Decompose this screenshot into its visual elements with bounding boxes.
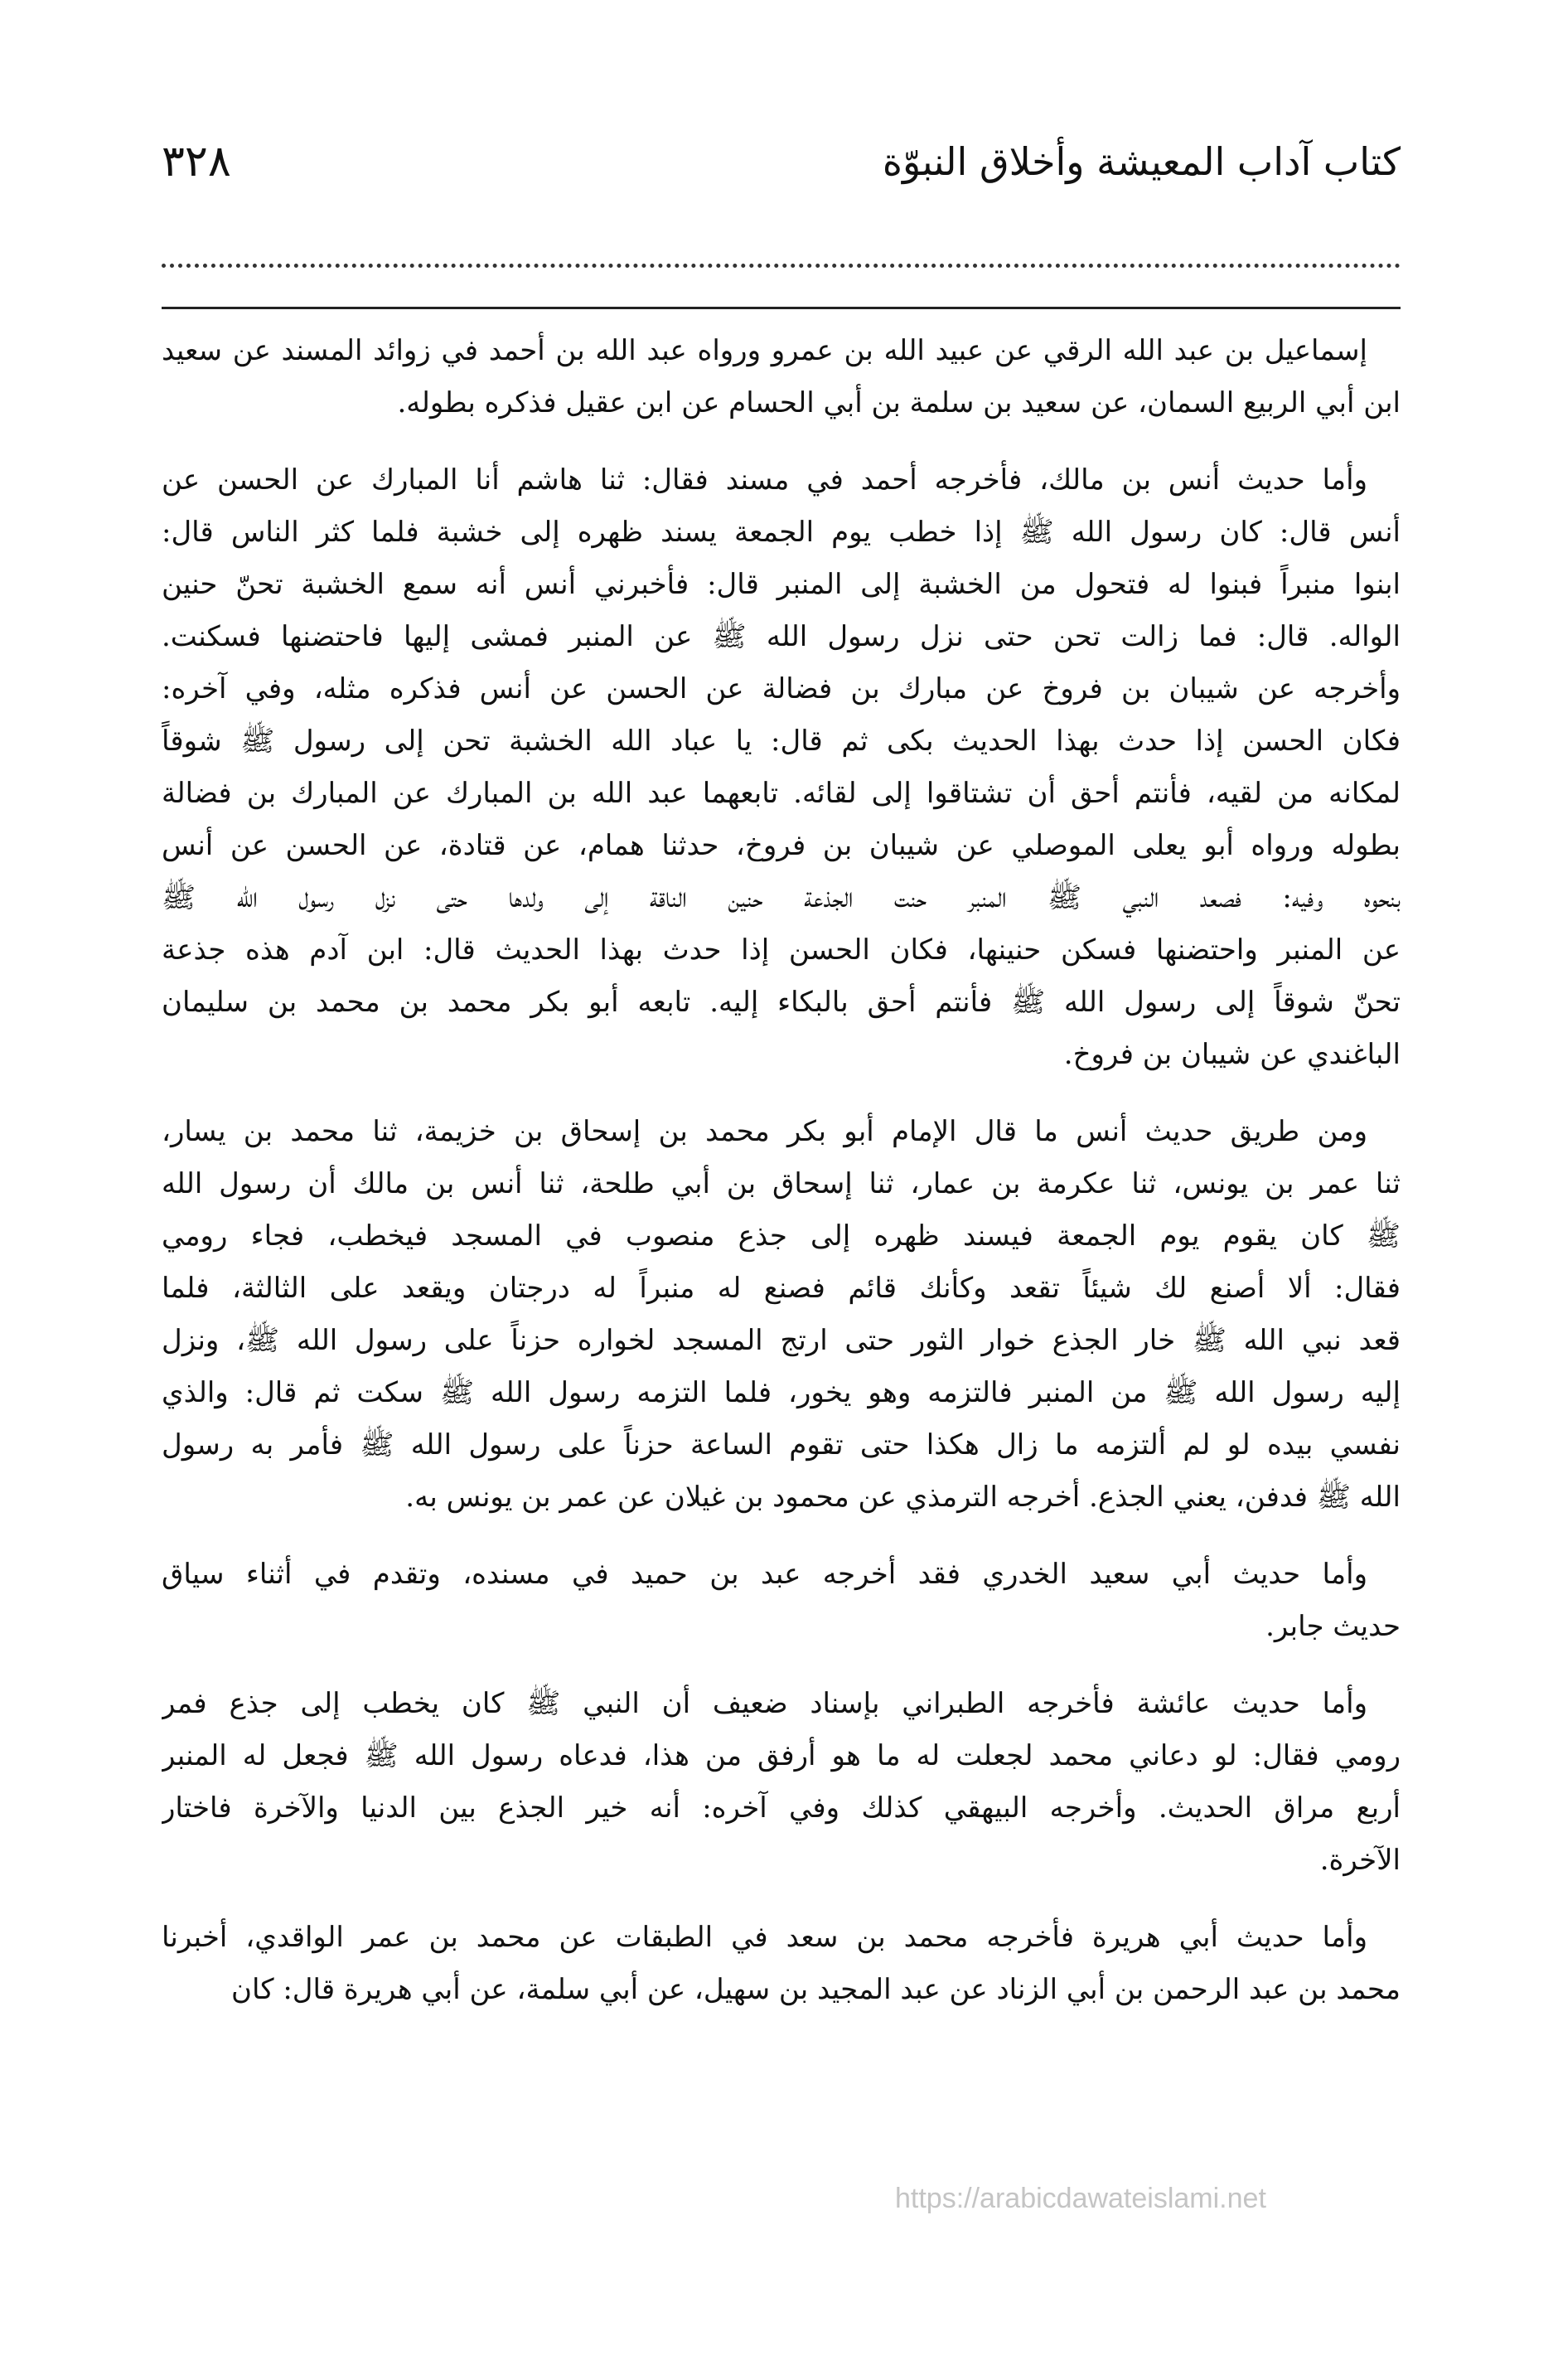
text-line: وأخرجه عن شيبان بن فروخ عن مبارك بن فضالة عن الحسن عن أنس فذكره مثله، وفي آخره:	[162, 672, 1401, 705]
paragraph	[162, 1678, 1401, 1887]
text-line: بنحوه وفيه: فصعد النبي ﷺ المنبر حنت الجذعة حنين الناقة إلى ولدها حتى نزل رسول الله ﷺ	[162, 881, 1401, 914]
text-line: فكان الحسن إذا حدث بهذا الحديث بكى ثم قال: يا عباد الله الخشبة تحن إلى رسول ﷺ شوقاً	[162, 725, 1401, 758]
dotted-divider	[162, 264, 1401, 268]
text-line: وأما حديث أبي هريرة فأخرجه محمد بن سعد في الطبقات عن محمد بن عمر الواقدي، أخبرنا	[162, 1921, 1367, 1954]
text-line: رومي فقال: لو دعاني محمد لجعلت له ما هو أرفق من هذا، فدعاه رسول الله ﷺ فجعل له المنبر	[162, 1739, 1401, 1772]
text-line: ثنا عمر بن يونس، ثنا عكرمة بن عمار، ثنا إسحاق بن أبي طلحة، ثنا أنس بن مالك أن رسول الله	[162, 1167, 1401, 1200]
text-line: لمكانه من لقيه، فأنتم أحق أن تشتاقوا إلى لقائه. تابعهما عبد الله بن المبارك عن المبارك بن فضالة	[162, 777, 1401, 810]
text-line: عن المنبر واحتضنها فسكن حنينها، فكان الحسن إذا حدث بهذا الحديث قال: ابن آدم هذه جذعة	[162, 933, 1401, 967]
text-line: وأما حديث عائشة فأخرجه الطبراني بإسناد ضعيف أن النبي ﷺ كان يخطب إلى جذع فمر	[162, 1687, 1367, 1720]
text-line: بطوله ورواه أبو يعلى الموصلي عن شيبان بن فروخ، حدثنا همام، عن قتادة، عن الحسن عن أنس	[162, 829, 1401, 862]
text-line: أنس قال: كان رسول الله ﷺ إذا خطب يوم الجمعة يسند ظهره إلى خشبة فلما كثر الناس قال:	[162, 516, 1401, 549]
page-body	[162, 325, 1401, 2041]
running-title: كتاب آداب المعيشة وأخلاق النبوّة	[882, 139, 1401, 184]
text-line: ﷺ كان يقوم يوم الجمعة فيسند ظهره إلى جذع منصوب في المسجد فيخطب، فجاء رومي	[162, 1219, 1401, 1253]
text-line: الواله. قال: فما زالت تحن حتى نزل رسول الله ﷺ عن المنبر فمشى إليها فاحتضنها فسكنت.	[162, 620, 1401, 653]
paragraph	[162, 325, 1401, 429]
text-line: الآخرة.	[1319, 1844, 1401, 1877]
page-header	[162, 124, 1401, 199]
text-line: محمد بن عبد الرحمن بن أبي الزناد عن عبد المجيد بن سهيل، عن أبي سلمة، عن أبي هريرة قال: كان	[231, 1973, 1401, 2006]
text-line: حديث جابر.	[1265, 1610, 1401, 1643]
text-line: إسماعيل بن عبد الله الرقي عن عبيد الله بن عمرو ورواه عبد الله بن أحمد في زوائد المسند عن سعيد	[162, 334, 1367, 367]
text-line: الله ﷺ فدفن، يعني الجذع. أخرجه الترمذي عن محمود بن غيلان عن عمر بن يونس به.	[405, 1481, 1401, 1514]
page-number: ٣٢٨	[162, 137, 231, 187]
text-line: ابن أبي الربيع السمان، عن سعيد بن سلمة بن أبي الحسام عن ابن عقيل فذكره بطوله.	[397, 386, 1401, 419]
paragraph	[162, 1106, 1401, 1524]
paragraph	[162, 454, 1401, 1081]
watermark-url: https://arabicdawateislami.net	[895, 2183, 1266, 2214]
text-line: تحنّ شوقاً إلى رسول الله ﷺ فأنتم أحق بالبكاء إليه. تابعه أبو بكر محمد بن محمد بن سليمان	[162, 986, 1401, 1019]
text-line: نفسي بيده لو لم ألتزمه ما زال هكذا حتى تقوم الساعة حزناً على رسول الله ﷺ فأمر به رسول	[162, 1428, 1401, 1461]
text-line: ابنوا منبراً فبنوا له فتحول من الخشبة إلى المنبر قال: فأخبرني أنس أنه سمع الخشبة تحنّ حنين	[162, 568, 1401, 601]
paragraph	[162, 1549, 1401, 1653]
text-line: الباغندي عن شيبان بن فروخ.	[1063, 1038, 1401, 1071]
text-line: إليه رسول الله ﷺ من المنبر فالتزمه وهو يخور، فلما التزمه رسول الله ﷺ سكت ثم قال: والذي	[162, 1376, 1401, 1409]
text-line: أربع مراق الحديث. وأخرجه البيهقي كذلك وفي آخره: أنه خير الجذع بين الدنيا والآخرة فاختار	[162, 1791, 1401, 1825]
text-line: وأما حديث أبي سعيد الخدري فقد أخرجه عبد بن حميد في مسنده، وتقدم في أثناء سياق	[162, 1558, 1367, 1591]
text-line: ومن طريق حديث أنس ما قال الإمام أبو بكر محمد بن إسحاق بن خزيمة، ثنا محمد بن يسار،	[162, 1115, 1367, 1148]
text-line: فقال: ألا أصنع لك شيئاً تقعد وكأنك قائم فصنع له منبراً له درجتان ويقعد على الثالثة، فلما	[162, 1272, 1401, 1305]
text-line: قعد نبي الله ﷺ خار الجذع خوار الثور حتى ارتج المسجد لخواره حزناً على رسول الله ﷺ، ونزل	[162, 1324, 1401, 1357]
paragraph	[162, 1912, 1401, 2016]
text-line: وأما حديث أنس بن مالك، فأخرجه أحمد في مسند فقال: ثنا هاشم أنا المبارك عن الحسن عن	[162, 463, 1367, 497]
solid-divider	[162, 307, 1401, 309]
